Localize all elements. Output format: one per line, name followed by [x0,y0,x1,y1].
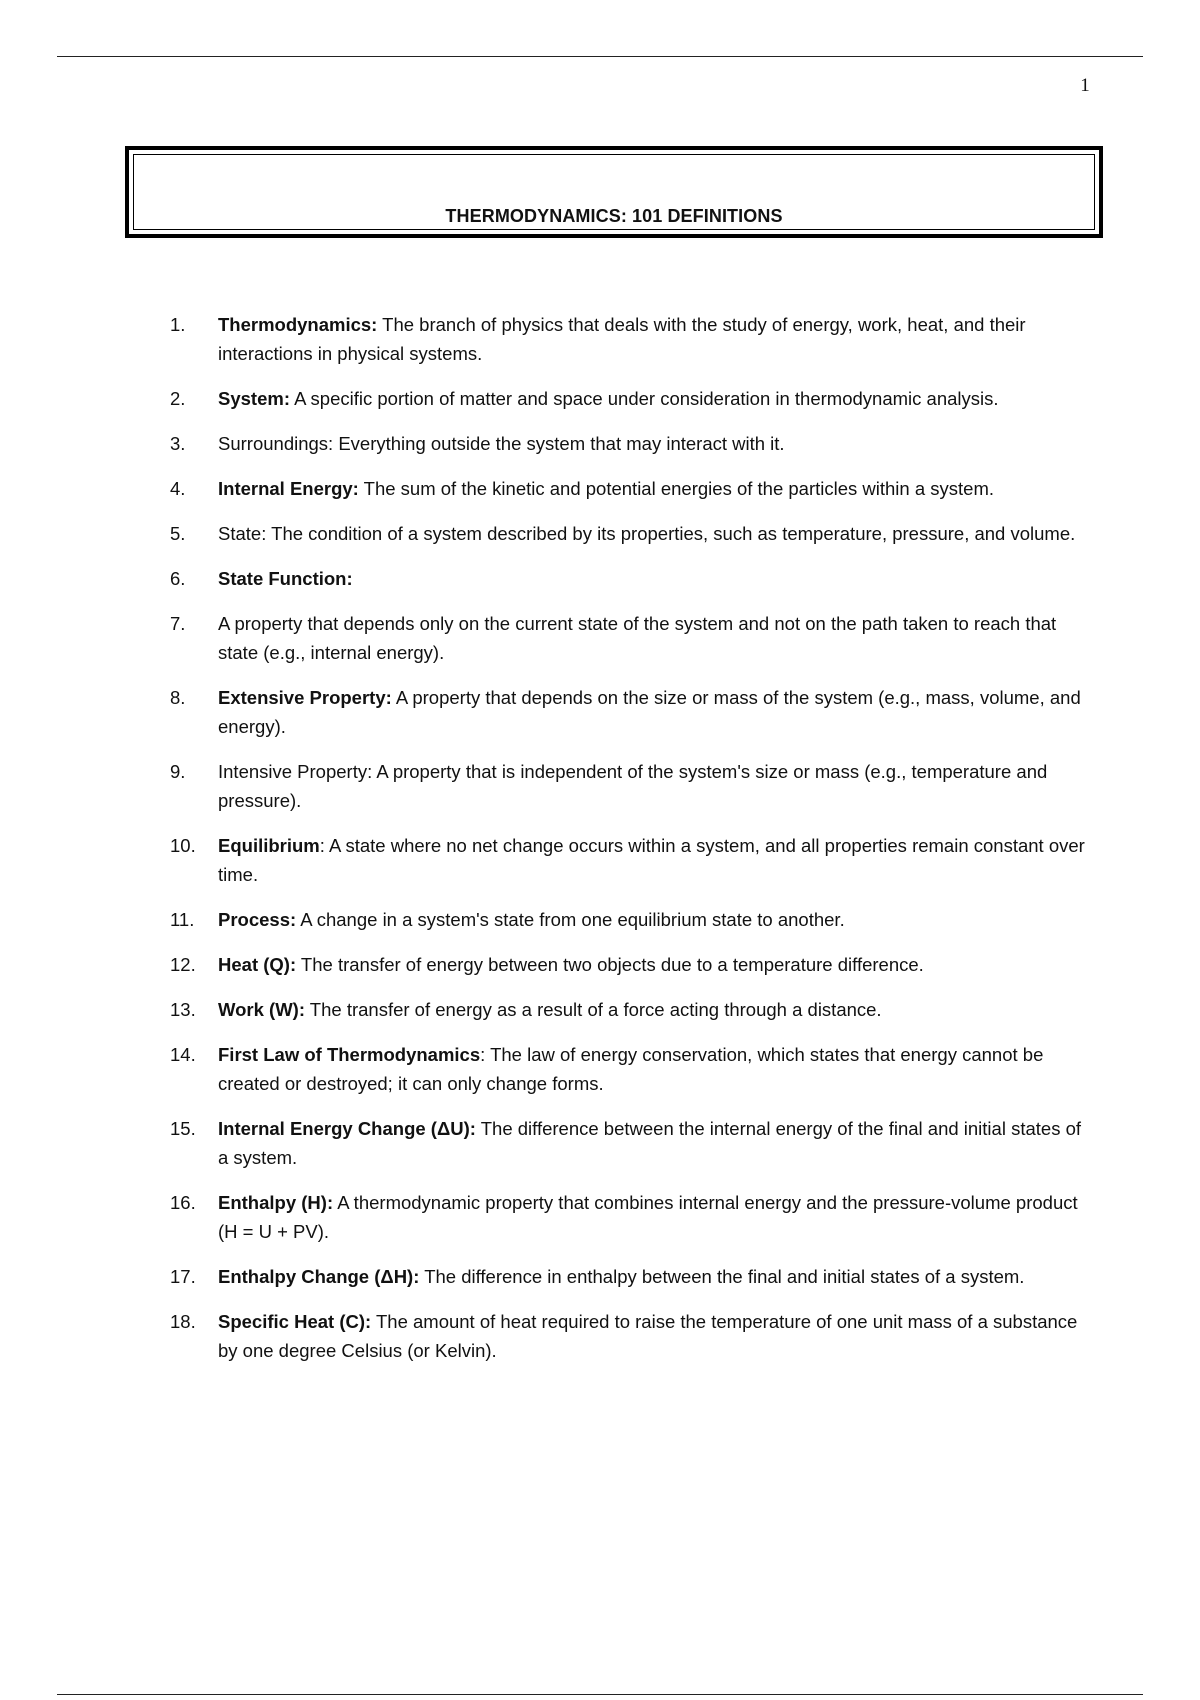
definition-number: 13. [170,999,196,1020]
definition-text: A change in a system's state from one equilibrium state to another. [296,909,845,930]
definition-text: The transfer of energy as a result of a force acting through a distance. [305,999,882,1020]
definition-body [218,831,1090,889]
definition-number: 2. [170,388,186,409]
definition-body [218,429,1090,458]
footer-rule [57,1694,1143,1695]
definition-text: A thermodynamic property that combines internal energy and the pressure-volume product (H = U + PV). [218,1192,1078,1242]
definition-text: The sum of the kinetic and potential energies of the particles within a system. [358,478,995,499]
definition-item [170,831,1090,889]
definition-item [170,683,1090,741]
definition-text: The branch of physics that deals with the study of energy, work, heat, and their interactions in physical systems. [218,314,1026,364]
definition-body [218,384,1090,413]
definition-item [170,1262,1090,1291]
definition-number: 15. [170,1118,196,1139]
definition-number: 12. [170,954,196,975]
definition-text: The difference in enthalpy between the final and initial states of a system. [419,1266,1025,1287]
definition-item [170,905,1090,934]
definition-body [218,564,1090,593]
definition-body [218,310,1090,368]
definition-body [218,1262,1090,1291]
definition-body [218,1307,1090,1365]
definition-number: 18. [170,1311,196,1332]
definition-body [218,950,1090,979]
definition-term: Enthalpy (H): [218,1192,334,1213]
definition-number: 16. [170,1192,196,1213]
definition-body [218,905,1090,934]
definition-body [218,995,1090,1024]
definition-body [218,1188,1090,1246]
definition-term: Enthalpy Change (ΔH): [218,1266,420,1287]
definition-item [170,1188,1090,1246]
definition-item [170,519,1090,548]
definition-item [170,429,1090,458]
definition-term: Thermodynamics: [218,314,378,335]
definition-item [170,609,1090,667]
definition-number: 9. [170,761,186,782]
definition-text: A property that depends on the size or mass of the system (e.g., mass, volume, and energy). [218,687,1081,737]
definition-number: 3. [170,433,186,454]
definition-body [218,1040,1090,1098]
definition-item [170,995,1090,1024]
definition-text: The transfer of energy between two objects due to a temperature difference. [296,954,924,975]
definition-number: 6. [170,568,186,589]
definition-text: The difference between the internal energy of the final and initial states of a system. [218,1118,1082,1168]
definition-text: : The law of energy conservation, which states that energy cannot be created or destroyed; it can only change forms. [218,1044,1044,1094]
definition-term: First Law of Thermodynamics [218,1044,481,1065]
definition-body [218,757,1090,815]
definition-term: Internal Energy: [218,478,359,499]
definition-term: Heat (Q): [218,954,297,975]
definition-body [218,474,1090,503]
definition-number: 10. [170,835,196,856]
definition-number: 17. [170,1266,196,1287]
definition-item [170,1040,1090,1098]
definition-term: System: [218,388,290,409]
definition-term: Process: [218,909,297,930]
definition-item [170,474,1090,503]
definition-item [170,310,1090,368]
definition-body [218,519,1090,548]
definition-item [170,384,1090,413]
definition-term: State Function: [218,568,353,589]
title-box [125,146,1103,238]
definition-item [170,757,1090,815]
definition-body [218,609,1090,667]
definition-term: Equilibrium [218,835,320,856]
header-rule [57,56,1143,57]
definition-number: 4. [170,478,186,499]
definition-number: 1. [170,314,186,335]
page-number: 1 [1080,75,1090,96]
document-title: THERMODYNAMICS: 101 DEFINITIONS [445,206,783,226]
definition-item [170,1307,1090,1365]
definition-text: : A state where no net change occurs within a system, and all properties remain constant over time. [218,835,1085,885]
definition-body [218,1114,1090,1172]
definition-text: Intensive Property: A property that is independent of the system's size or mass (e.g., temperature and pressure). [218,761,1048,811]
definition-text: A specific portion of matter and space under consideration in thermodynamic analysis. [289,388,999,409]
definition-number: 11. [170,909,195,930]
definition-term: Work (W): [218,999,305,1020]
definition-number: 8. [170,687,186,708]
definition-item [170,950,1090,979]
definition-number: 14. [170,1044,196,1065]
definition-term: Extensive Property: [218,687,392,708]
definition-number: 5. [170,523,186,544]
definition-text: The amount of heat required to raise the temperature of one unit mass of a substance by one degree Celsius (or Kelvin). [218,1311,1078,1361]
definitions-list [170,310,1090,1381]
definition-term: Specific Heat (C): [218,1311,372,1332]
definition-text: A property that depends only on the current state of the system and not on the path taken to reach that state (e.g., internal energy). [218,613,1057,663]
definition-item [170,564,1090,593]
definition-item [170,1114,1090,1172]
definition-text: Surroundings: Everything outside the system that may interact with it. [218,433,785,454]
definition-number: 7. [170,613,186,634]
definition-term: Internal Energy Change (ΔU): [218,1118,476,1139]
definition-text: State: The condition of a system described by its properties, such as temperature, pressure, and volume. [218,523,1076,544]
definition-body [218,683,1090,741]
